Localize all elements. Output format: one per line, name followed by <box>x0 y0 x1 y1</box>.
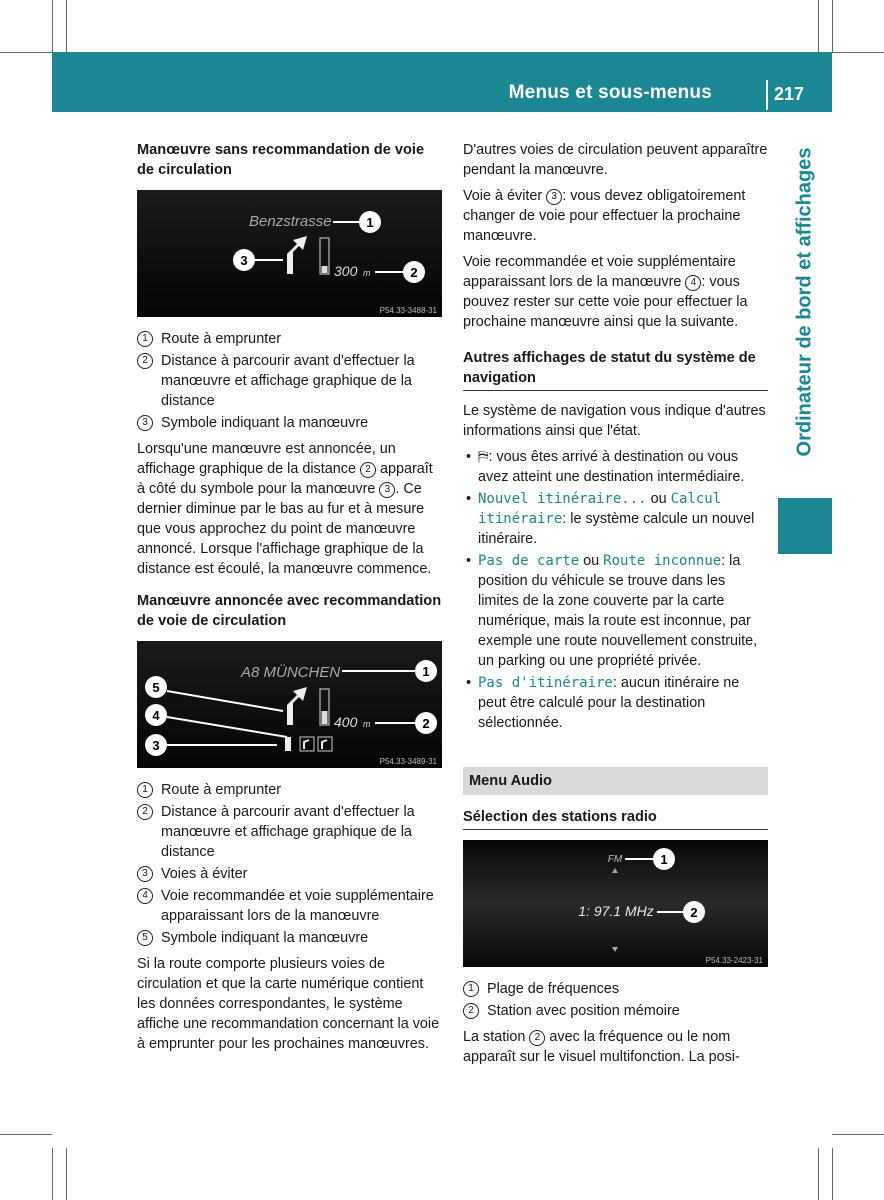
left-column <box>137 140 442 1060</box>
side-tab-label: Ordinateur de bord et affichages <box>793 147 816 457</box>
station-label: 1: 97.1 MHz <box>578 903 654 919</box>
distance-unit: m <box>363 719 371 729</box>
callout-number: 2 <box>137 804 153 820</box>
legend-item <box>137 780 442 800</box>
callout-number: 1 <box>137 331 153 347</box>
list-item: • ⛿: vous êtes arrivé à destination ou vous avez atteint une destination intermédiaire. <box>463 447 768 487</box>
callout-4: 4 <box>152 708 160 723</box>
radio-display-figure <box>463 840 768 967</box>
nav-display-2-graphic <box>137 641 442 768</box>
callout-number: 5 <box>137 930 153 946</box>
crop-mark <box>66 0 67 52</box>
legend-list <box>463 979 768 1021</box>
figure-ref: P54.33-3488-31 <box>379 306 437 315</box>
callout-2: 2 <box>422 716 430 731</box>
distance-value: 400 <box>334 714 358 730</box>
section-heading: Sélection des stations radio <box>463 807 768 830</box>
callout-number: 4 <box>137 888 153 904</box>
callout-number: 3 <box>137 866 153 882</box>
legend-item <box>137 802 442 862</box>
callout-number: 3 <box>546 189 562 205</box>
distance-value: 300 <box>334 263 358 279</box>
status-message: Nouvel itinéraire... <box>478 491 647 507</box>
section-heading: Autres affichages de statut du système de navigation <box>463 348 768 391</box>
status-message: Route inconnue <box>603 553 722 569</box>
callout-number: 1 <box>463 981 479 997</box>
legend-text: Route à emprunter <box>161 782 281 798</box>
legend-item <box>137 413 442 433</box>
status-message: Pas d'itinéraire <box>478 675 613 691</box>
crop-mark <box>818 1148 819 1200</box>
body-paragraph: Voie à éviter 3 : vous devez obligatoirement changer de voie pour effectuer la prochaine manœuvre. <box>463 188 746 244</box>
crop-mark <box>832 0 833 52</box>
street-name: A8 MÜNCHEN <box>241 664 341 681</box>
body-paragraph: Si la route comporte plusieurs voies de circulation et que la carte numérique contient les données correspondantes, le système affiche une recommandation concernant la voie à emprunter pour les prochaines manœuvres. <box>137 956 440 1052</box>
callout-1: 1 <box>422 664 430 679</box>
legend-text: Voies à éviter <box>161 866 248 882</box>
callout-number: 2 <box>360 462 376 478</box>
figure-ref: P54.33-3489-31 <box>379 757 437 766</box>
crop-mark <box>52 0 53 52</box>
legend-item <box>463 1001 768 1021</box>
legend-list <box>137 329 442 433</box>
crop-mark <box>0 52 52 53</box>
destination-flag-icon: ⛿ <box>478 449 489 465</box>
body-paragraph: Le système de navigation vous indique d'autres informations ainsi que l'état. <box>463 403 766 439</box>
radio-display-graphic <box>463 840 768 967</box>
band-label: FM <box>607 854 623 865</box>
callout-3: 3 <box>152 738 160 753</box>
legend-text: Distance à parcourir avant d'effectuer la manœuvre et affichage graphique de la distance <box>161 353 415 409</box>
legend-text: Symbole indiquant la manœuvre <box>161 415 369 431</box>
legend-text: Plage de fréquences <box>487 981 620 997</box>
legend-text: Route à emprunter <box>161 331 281 347</box>
callout-1: 1 <box>366 215 374 230</box>
body-paragraph: Lorsqu'une manœuvre est annoncée, un affichage graphique de la distance 2 apparaît à côté du symbole pour la manœuvre 3 . Ce dernier diminue par le bas au fur et à mesure que vous approchez du point de manœuvre annoncé. Lorsque l'affichage graphique de la distance est écoulé, la manœuvre commence. <box>137 441 433 577</box>
legend-item <box>137 864 442 884</box>
crop-mark <box>52 1148 53 1200</box>
section-heading: Manœuvre annoncée avec recommandation de voie de circulation <box>137 593 442 629</box>
page-number: 217 <box>774 84 805 104</box>
callout-number: 2 <box>137 353 153 369</box>
crop-mark <box>832 1148 833 1200</box>
crop-mark <box>832 1134 884 1135</box>
legend-list <box>137 780 442 948</box>
legend-item <box>137 886 442 926</box>
street-name: Benzstrasse <box>249 213 332 230</box>
crop-mark <box>66 1148 67 1200</box>
crop-mark <box>818 0 819 52</box>
legend-text: Symbole indiquant la manœuvre <box>161 930 369 946</box>
callout-number: 2 <box>463 1003 479 1019</box>
callout-2: 2 <box>410 265 418 280</box>
crop-mark <box>832 52 884 53</box>
figure-ref: P54.33-2423-31 <box>705 956 763 965</box>
body-paragraph: La station 2 avec la fréquence ou le nom apparaît sur le visuel multifonction. La posi- <box>463 1029 740 1065</box>
callout-number: 4 <box>685 275 701 291</box>
list-item: • Pas d'itinéraire: aucun itinéraire ne peut être calculé pour la destination sélectionnée. <box>463 673 768 733</box>
side-tab <box>778 112 832 492</box>
page-title: Menus et sous-menus <box>508 82 712 103</box>
crop-mark <box>0 1134 52 1135</box>
callout-number: 3 <box>137 415 153 431</box>
list-item: • Nouvel itinéraire... ou Calcul itinéraire: le système calcule un nouvel itinéraire. <box>463 489 768 549</box>
status-list <box>463 447 768 733</box>
nav-display-figure-2 <box>137 641 442 768</box>
nav-display-1-graphic <box>137 190 442 317</box>
legend-item <box>137 928 442 948</box>
legend-item <box>137 329 442 349</box>
callout-number: 3 <box>379 482 395 498</box>
distance-unit: m <box>363 268 371 278</box>
right-column <box>463 140 768 1073</box>
legend-item <box>463 979 768 999</box>
body-paragraph: Voie recommandée et voie supplémentaire apparaissant lors de la manœuvre 4 : vous pouvez rester sur cette voie pour effectuer la prochaine manœuvre ainsi que la suivante. <box>463 254 748 330</box>
header-divider <box>766 80 768 110</box>
callout-5: 5 <box>152 680 160 695</box>
recommended-lane-icon <box>285 737 291 751</box>
callout-3: 3 <box>240 253 248 268</box>
header-bar <box>52 52 832 112</box>
callout-1: 1 <box>660 852 668 867</box>
legend-text: Voie recommandée et voie supplémentaire apparaissant lors de la manœuvre <box>161 888 434 924</box>
nav-display-figure-1 <box>137 190 442 317</box>
callout-number: 1 <box>137 782 153 798</box>
section-heading: Manœuvre sans recommandation de voie de circulation <box>137 142 425 178</box>
status-message: Pas de carte <box>478 553 580 569</box>
status-message: Calcul itinéraire <box>478 491 722 527</box>
callout-2: 2 <box>690 905 698 920</box>
body-paragraph: D'autres voies de circulation peuvent apparaître pendant la manœuvre. <box>463 142 768 178</box>
legend-text: Station avec position mémoire <box>487 1003 680 1019</box>
callout-number: 2 <box>529 1030 545 1046</box>
list-item: • Pas de carte ou Route inconnue: la position du véhicule se trouve dans les limites de la zone couverte par la carte numérique, mais la route est inconnue, par exemple une route nouvellement construite, un parking ou une propriété privée. <box>463 551 768 671</box>
legend-text: Distance à parcourir avant d'effectuer la manœuvre et affichage graphique de la distance <box>161 804 415 860</box>
side-tab-marker <box>778 498 832 554</box>
legend-item <box>137 351 442 411</box>
section-banner: Menu Audio <box>463 767 768 795</box>
